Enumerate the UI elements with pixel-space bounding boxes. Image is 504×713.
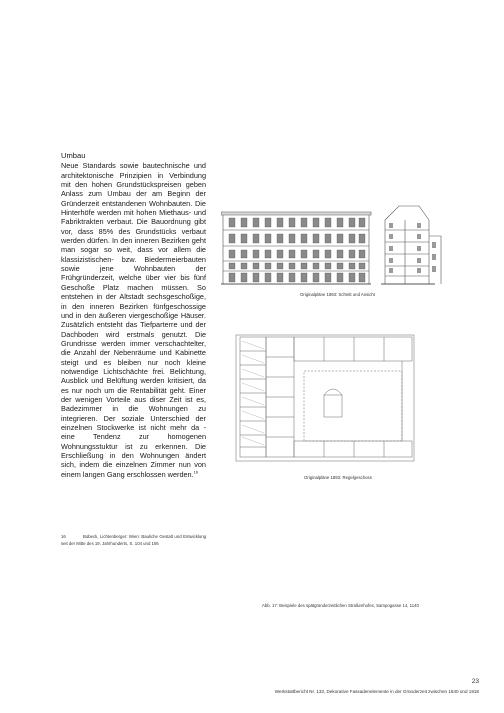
footnote-text: Bobeck, Lichtenberger: Wien: Bauliche Gestalt und Entwicklung seit der Mitte des 19. Jahrhunderts, S. 104 und 106 bbox=[61, 534, 206, 546]
footnote-reference[interactable]: 16 bbox=[193, 469, 199, 475]
body-text: Neue Standards sowie bautechnische und architektonische Prinzipien in Verbindung mit den hohen Grundstückspreisen geben Anlass zum Umbau der am Beginn der Gründerzeit entstandenen Wohnbauten. Die Hinterhöfe werden mit hohen Miethaus- und Fabriktrakten verbaut. Die Bauordnung gibt vor, dass 85% des Grundstücks verbaut werden dürfen. In den inneren Bezirken geht man sogar so weit, dass vor allem die klassizistischen- bzw. Biedermeierbauten sowie jene Wohnbauten der Frühgründerzeit, welche über vier bis fünf Geschoße Platz machen müssen. So entstehen in der Altstadt sechsgeschoßige, in den inneren Bezirken fünfgeschossige und in den äußeren viergeschoßige Häuser. Zusätzlich entsteht das Tiefparterre und der Dachboden wird erstmals genutzt. Die Grundrisse werden immer verschachtelter, die Anzahl der Nebenräume und Kabinette steigt und es bleiben nur noch kleine notwendige Lichtschächte frei. Belichtung, Ausblick und Belüftung werden kritisiert, da es nur noch um die Rentabilität geht. Einer der wenigen Vorteile aus diser Zeit ist es, Badezimmer in die Wohnungen zu integrieren. Der soziale Unterschied der einzelnen Stockwerke ist nicht mehr da - eine Tendenz zur homogenen Wohnungsstuktur ist zu erkennen. Die Erschließung in den Wohnungen ändert sich, indem die einzelnen Zimmer nun von einem langen Gang erschlossen werden. bbox=[61, 161, 206, 479]
elevation-caption: Originalpläne 1893: Schnitt und Ansicht bbox=[300, 292, 376, 297]
footnote bbox=[61, 533, 206, 547]
elevation-drawing bbox=[221, 196, 443, 286]
figure-caption: Abb. 17: Beispiele des spätgründerzeitlichen Straßenhofes, Sampogasse 14, 1140 bbox=[262, 603, 419, 608]
main-text-column bbox=[61, 151, 206, 479]
page-number: 23 bbox=[471, 678, 479, 685]
elevation-drawing-svg bbox=[221, 196, 443, 286]
floor-plan-caption: Originalpläne 1893: Regelgeschoss bbox=[304, 475, 372, 480]
floor-plan-drawing bbox=[234, 331, 418, 465]
section-title: Umbau bbox=[61, 151, 86, 160]
floor-plan-svg bbox=[234, 331, 418, 465]
body-paragraph bbox=[61, 161, 206, 479]
running-footer: Werkstattbericht Nr. 133, Dekorative Fassadenelemente in der Gründerzeit zwischen 1840 und 1918 bbox=[274, 689, 479, 694]
footnote-number: 16 bbox=[61, 534, 66, 539]
